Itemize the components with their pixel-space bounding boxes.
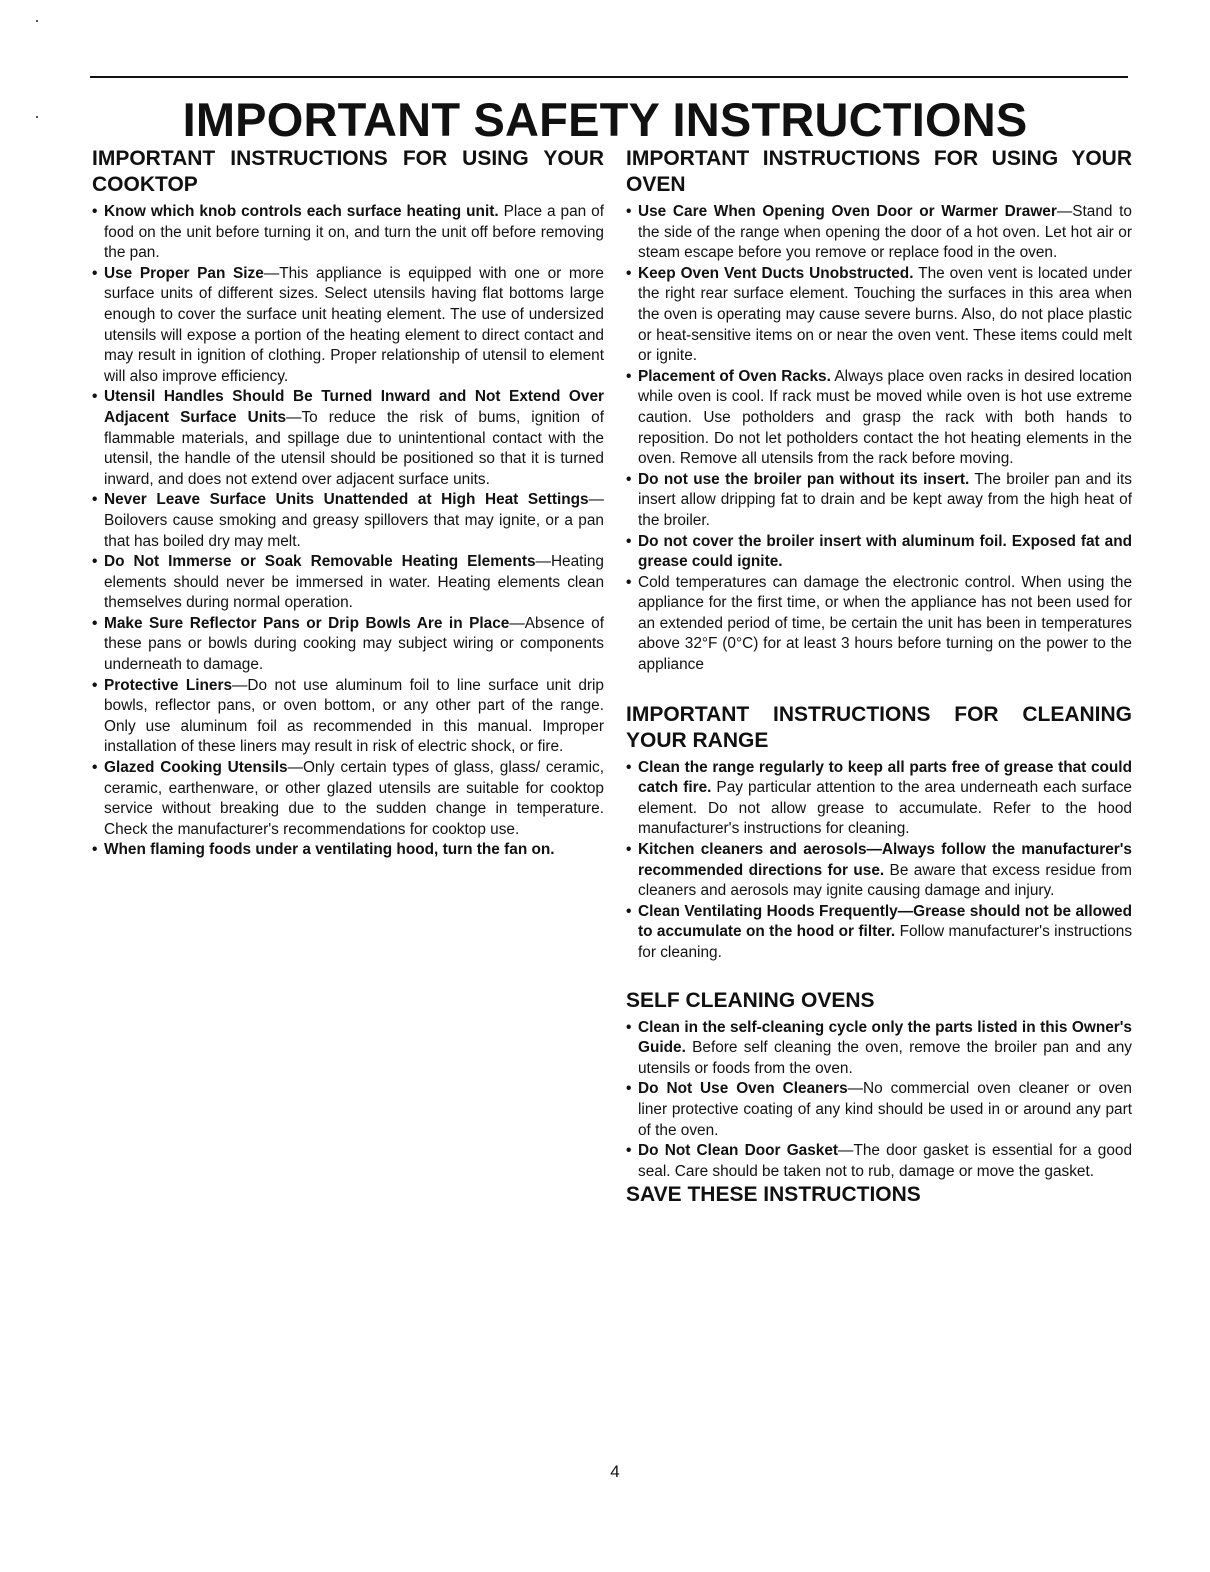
- list-item: [626, 367, 1132, 470]
- list-item: [626, 1018, 1132, 1080]
- list-item: [92, 202, 604, 264]
- item-lead: Never Leave Surface Units Unattended at High Heat Settings: [104, 491, 589, 509]
- item-lead: Do Not Clean Door Gasket: [638, 1142, 839, 1160]
- item-text: —Do not use aluminum foil to line surface unit drip bowls, reflector pans, or oven bottom, or any other part of the range. Only use aluminum foil as recommended in this manual. Improper installation of these liners may result in risk of electric shock, or fire.: [104, 676, 604, 756]
- list-item: [92, 264, 604, 388]
- item-text: —Only certain types of glass, glass/ ceramic, ceramic, earthenware, or other glazed utensils are suitable for cooktop service without breaking due to the sudden change in temperature. Check the manufacturer's recommendations for cooktop use.: [104, 759, 604, 838]
- list-item: [626, 902, 1132, 964]
- item-text: —To reduce the risk of bums, ignition of flammable materials, and spillage due to unintentional contact with the utensil, the handle of the utensil should be positioned so that it is turned inward, and does not extend over adjacent surface units.: [104, 408, 604, 488]
- list-item: [92, 676, 604, 758]
- item-text: —Boilovers cause smoking and greasy spillovers that may ignite, or a pan that has boiled dry may melt.: [104, 491, 604, 550]
- list-item: [626, 470, 1132, 532]
- cooktop-list: [92, 202, 604, 861]
- save-instructions-heading: SAVE THESE INSTRUCTIONS: [626, 1183, 921, 1207]
- item-lead: Keep Oven Vent Ducts Unobstructed.: [638, 264, 914, 282]
- list-item: [626, 1079, 1132, 1141]
- item-lead: Use Proper Pan Size: [104, 264, 264, 282]
- item-lead: Protective Liners: [104, 676, 233, 694]
- cleaning-section: [626, 702, 1132, 964]
- item-text: —This appliance is equipped with one or more surface units of different sizes. Select utensils having flat bottoms large enough to cover the surface unit heating element. The use of undersized utensils will expose a portion of the heating element to direct contact and may result in ignition of clothing. Proper relationship of utensil to element will also improve efficiency.: [104, 264, 604, 385]
- item-lead: Do not use the broiler pan without its insert.: [638, 470, 970, 488]
- item-lead: When flaming foods under a ventilating hood, turn the fan on.: [104, 841, 555, 859]
- item-text: Be aware that excess residue from cleaners and aerosols may ignite causing damage and injury.: [638, 861, 1132, 900]
- item-text: The broiler pan and its insert allow dripping fat to drain and be kept away from the high heat of the broiler.: [638, 470, 1132, 529]
- item-lead: Use Care When Opening Oven Door or Warmer Drawer: [638, 203, 1057, 220]
- list-item: [92, 614, 604, 676]
- item-lead: Do not cover the broiler insert with aluminum foil. Exposed fat and grease could ignite.: [638, 532, 1132, 571]
- list-item: [626, 758, 1132, 840]
- list-item: [92, 490, 604, 552]
- item-text: The oven vent is located under the right rear surface element. Touching the surfaces in this area when the oven is operating may cause severe burns. Also, do not place plastic or heat-sensitive items on or near the oven vent. These items could melt or ignite.: [638, 264, 1132, 365]
- item-lead: Kitchen cleaners and aerosols—Always follow the manufacturer's recommended directions for use.: [638, 841, 1132, 879]
- oven-heading: IMPORTANT INSTRUCTIONS FOR USING YOUR OVEN: [626, 147, 1132, 196]
- item-lead: Know which knob controls each surface heating unit.: [104, 203, 499, 220]
- list-item: [92, 758, 604, 840]
- list-item: [626, 532, 1132, 573]
- item-text: Always place oven racks in desired location while oven is cool. If rack must be moved while oven is hot use extreme caution. Use potholders and grasp the rack with both hands to reposition. Do not let potholders contact the hot heating elements in the oven. Remove all utensils from the rack before moving.: [638, 367, 1132, 468]
- item-lead: Make Sure Reflector Pans or Drip Bowls Are in Place: [104, 614, 510, 632]
- cleaning-list: [626, 758, 1132, 964]
- list-item: [92, 840, 604, 861]
- item-lead: Utensil Handles Should Be Turned Inward and Not Extend Over Adjacent Surface Units: [104, 388, 604, 426]
- item-lead: Clean in the self-cleaning cycle only the parts listed in this Owner's Guide.: [638, 1018, 1132, 1057]
- self-cleaning-heading: SELF CLEANING OVENS: [626, 988, 875, 1012]
- self-cleaning-list: [626, 1018, 1132, 1183]
- list-item: [626, 840, 1132, 902]
- item-lead: Clean the range regularly to keep all parts free of grease that could catch fire.: [638, 758, 1132, 797]
- oven-section: [626, 146, 1132, 676]
- right-column: [626, 146, 1132, 1208]
- list-item: [92, 552, 604, 614]
- item-text: —No commercial oven cleaner or oven liner protective coating of any kind should be used in or around any part of the oven.: [638, 1080, 1132, 1139]
- cooktop-section: [92, 146, 604, 861]
- scan-speck: [36, 20, 38, 22]
- self-cleaning-section: [626, 988, 1132, 1183]
- list-item: [626, 573, 1132, 676]
- page-title: IMPORTANT SAFETY INSTRUCTIONS: [182, 93, 1028, 146]
- list-item: [626, 1141, 1132, 1182]
- item-lead: Glazed Cooking Utensils: [104, 759, 288, 777]
- item-text: Follow manufacturer's instructions for cleaning.: [638, 923, 1133, 961]
- item-text: Place a pan of food on the unit before turning it on, and turn the unit off before removing the pan.: [104, 203, 604, 262]
- item-lead: Do Not Immerse or Soak Removable Heating Elements: [104, 553, 536, 571]
- cleaning-heading: IMPORTANT INSTRUCTIONS FOR CLEANING YOUR RANGE: [626, 702, 1132, 752]
- top-rule: [90, 76, 1128, 78]
- item-text: —Stand to the side of the range when opening the door of a hot oven. Let hot air or steam escape before you remove or replace food in the oven.: [638, 203, 1132, 262]
- page-number: 4: [610, 1462, 620, 1481]
- oven-list: [626, 202, 1132, 676]
- item-text: —Absence of these pans or bowls during cooking may subject wiring or components underneath to damage.: [104, 614, 604, 674]
- item-text: —Heating elements should never be immersed in water. Heating elements clean themselves during normal operation.: [104, 553, 604, 612]
- item-text: Before self cleaning the oven, remove the broiler pan and any utensils or foods from the oven.: [638, 1039, 1132, 1077]
- item-lead: Clean Ventilating Hoods Frequently—Grease should not be allowed to accumulate on the hood or filter.: [638, 902, 1132, 941]
- list-item: [626, 202, 1132, 264]
- item-text: —The door gasket is essential for a good seal. Care should be taken not to rub, damage or move the gasket.: [638, 1142, 1132, 1180]
- list-item: [626, 264, 1132, 367]
- left-column: [92, 146, 604, 861]
- item-lead: Placement of Oven Racks.: [638, 367, 831, 385]
- item-text: Pay particular attention to the area underneath each surface element. Do not allow grease to accumulate. Refer to the hood manufacturer's instructions for cleaning.: [638, 779, 1132, 838]
- cooktop-heading: IMPORTANT INSTRUCTIONS FOR USING YOUR COOKTOP: [92, 147, 604, 196]
- list-item: [92, 387, 604, 490]
- item-text: Cold temperatures can damage the electronic control. When using the appliance for the first time, or when the appliance has not been used for an extended period of time, be certain the unit has been in temperatures above 32°F (0°C) for at least 3 hours before turning on the power to the appliance: [638, 573, 1132, 674]
- item-lead: Do Not Use Oven Cleaners: [638, 1080, 848, 1098]
